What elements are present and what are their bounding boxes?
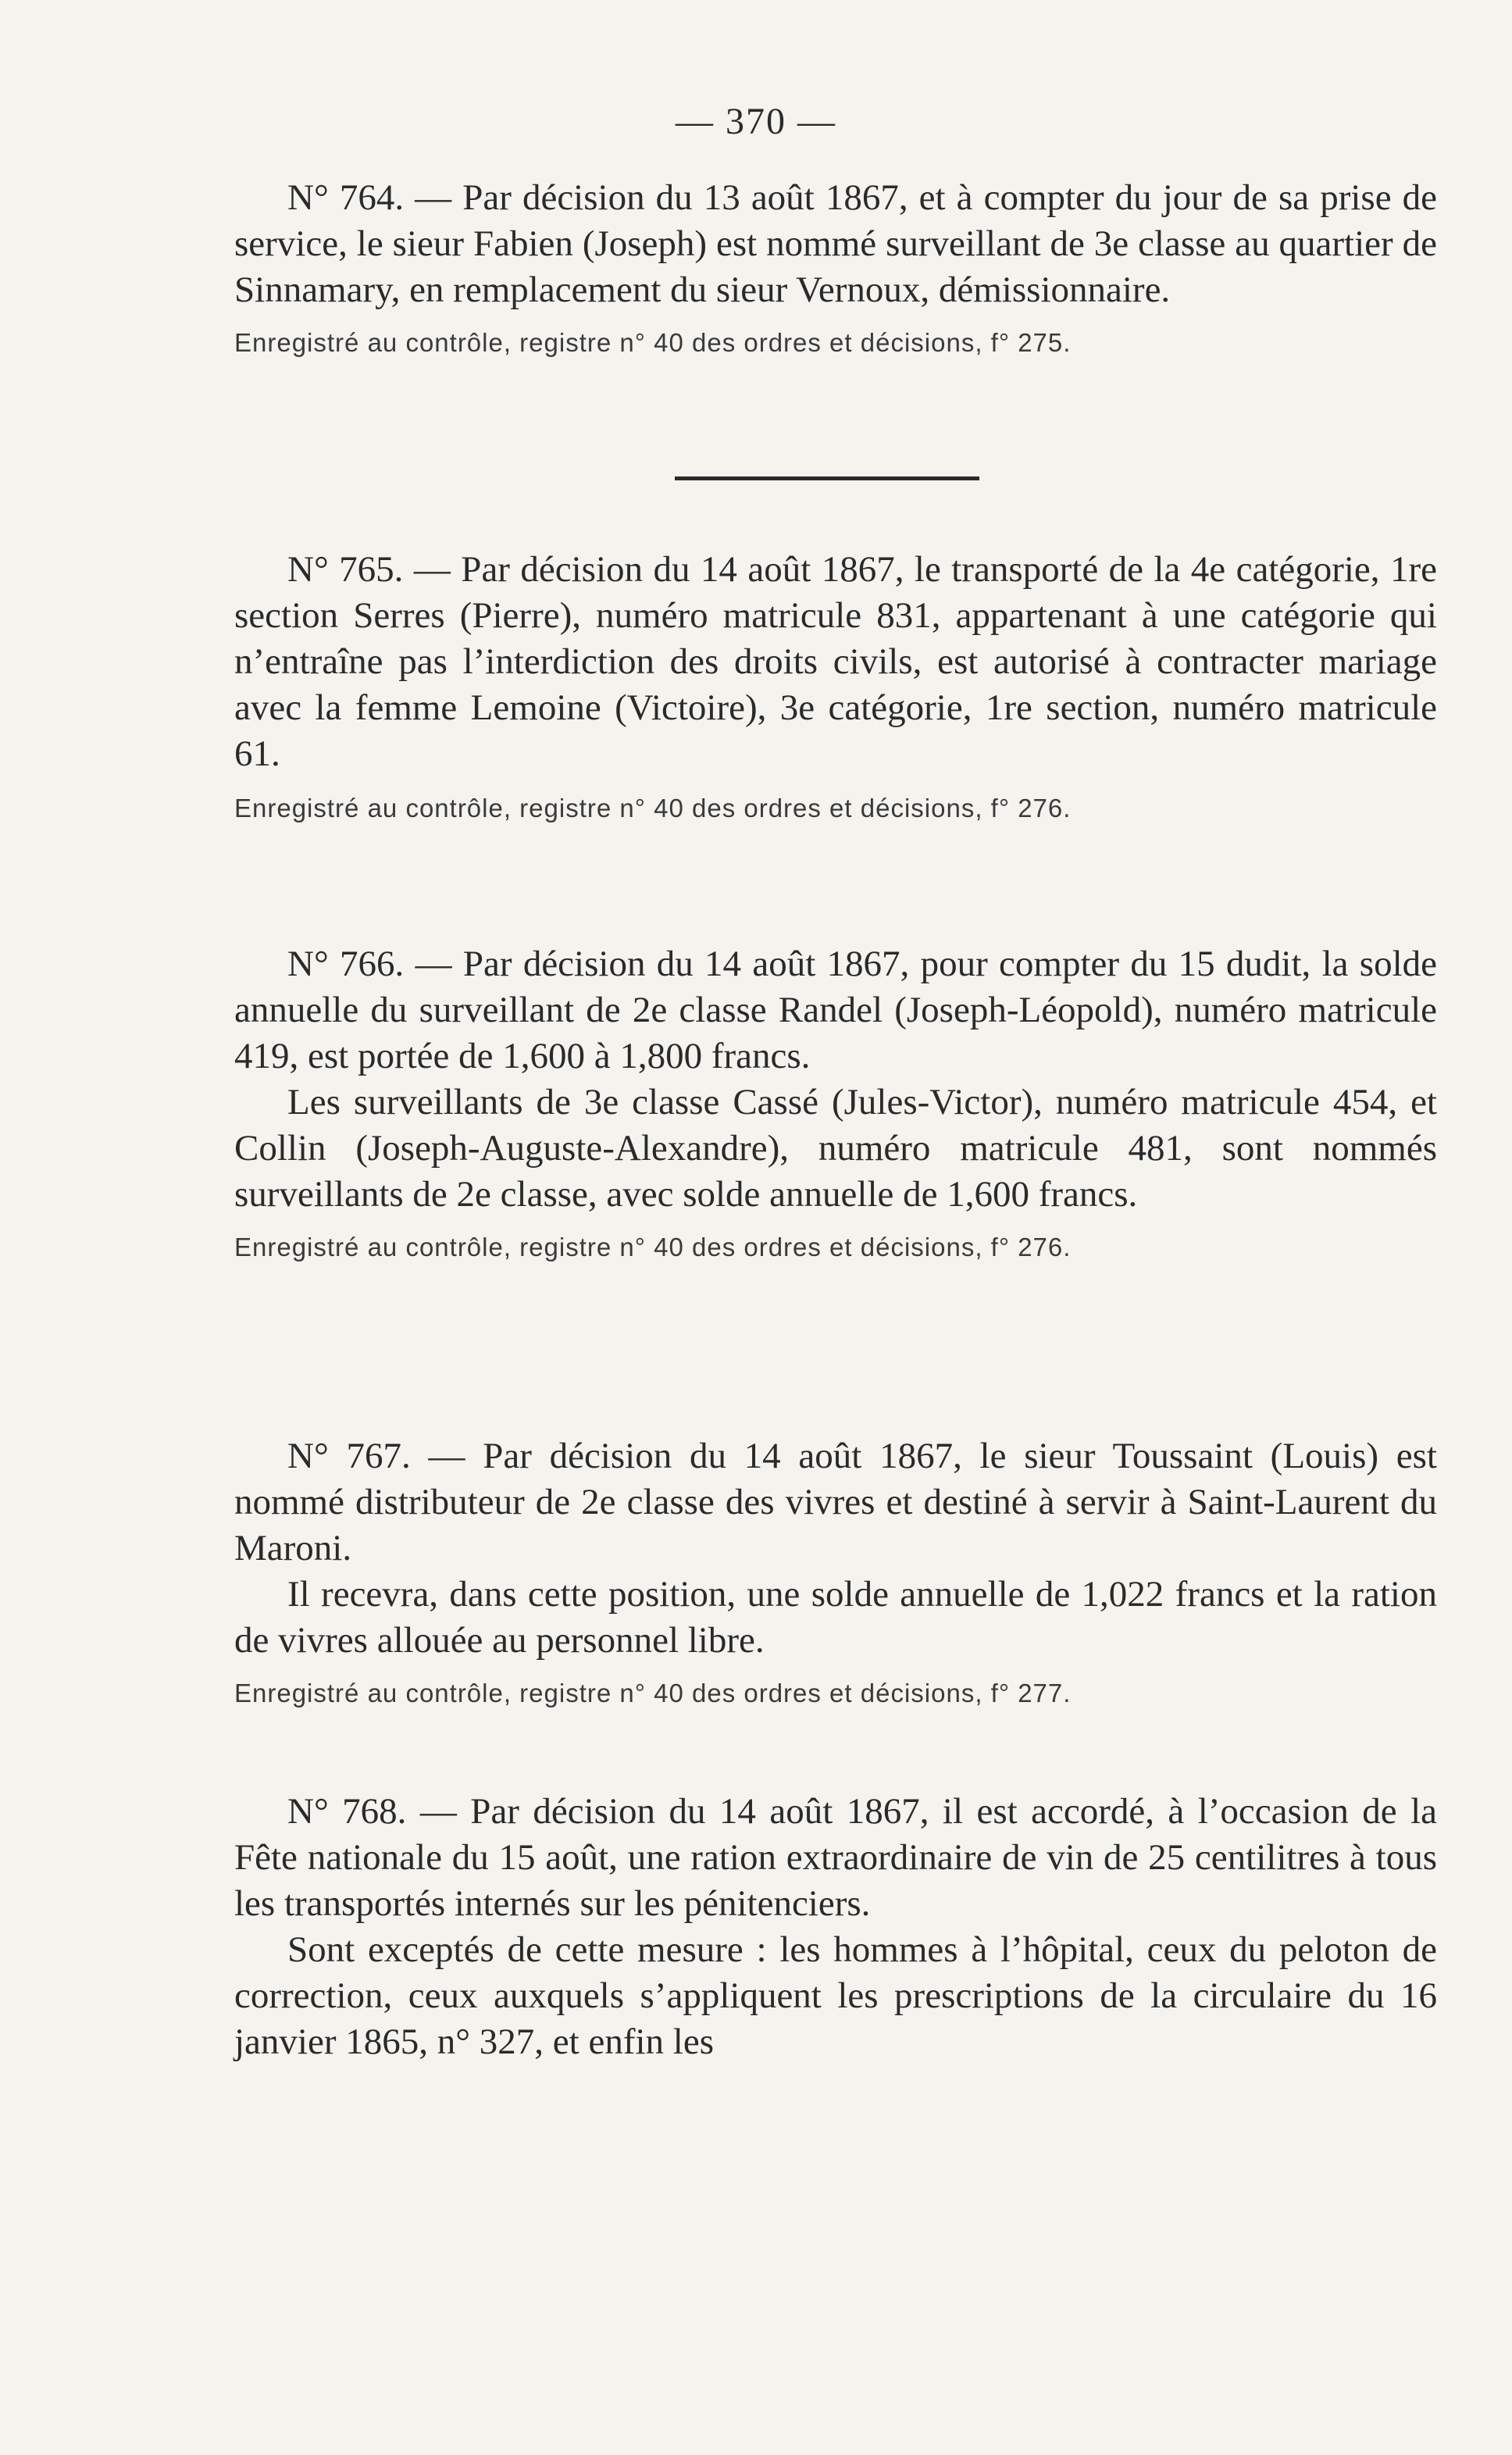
entry-paragraph: Il recevra, dans cette position, une solde annuelle de 1,022 francs et la ration de vivres allouée au personnel libre. <box>234 1574 1437 1661</box>
page-number: — 370 — <box>676 101 836 142</box>
entry-paragraph: Les surveillants de 3e classe Cassé (Jules-Victor), numéro matricule 454, et Collin (Joseph-Auguste-Alexandre), numéro matricule 481, sont nommés surveillants de 2e classe, avec solde annuelle de 1,600 francs. <box>234 1082 1437 1215</box>
registration-note: Enregistré au contrôle, registre n° 40 des ordres et décisions, f° 277. <box>234 1679 1072 1707</box>
entry-764 <box>234 175 1437 360</box>
entry-paragraph: N° 766. — Par décision du 14 août 1867, pour compter du 15 dudit, la solde annuelle du surveillant de 2e classe Randel (Joseph-Léopold), numéro matricule 419, est portée de 1,600 à 1,800 francs. <box>234 944 1437 1076</box>
registration-note: Enregistré au contrôle, registre n° 40 des ordres et décisions, f° 276. <box>234 794 1072 822</box>
entry-767 <box>234 1433 1437 1711</box>
entry-765 <box>234 547 1437 826</box>
entry-paragraph: N° 765. — Par décision du 14 août 1867, le transporté de la 4e catégorie, 1re section Serres (Pierre), numéro matricule 831, appartenant à une catégorie qui n’entraîne pas l’interdiction des droits civils, est autorisé à contracter mariage avec la femme Lemoine (Victoire), 3e catégorie, 1re section, numéro matricule 61. <box>234 549 1437 774</box>
registration-note: Enregistré au contrôle, registre n° 40 des ordres et décisions, f° 275. <box>234 328 1072 357</box>
section-divider <box>675 476 979 480</box>
entry-768 <box>234 1789 1437 2065</box>
entry-paragraph: N° 767. — Par décision du 14 août 1867, le sieur Toussaint (Louis) est nommé distributeur de 2e classe des vivres et destiné à servir à Saint-Laurent du Maroni. <box>234 1436 1437 1568</box>
entry-paragraph: N° 764. — Par décision du 13 août 1867, et à compter du jour de sa prise de service, le sieur Fabien (Joseph) est nommé surveillant de 3e classe au quartier de Sinnamary, en remplacement du sieur Vernoux, démissionnaire. <box>234 177 1437 310</box>
registration-note: Enregistré au contrôle, registre n° 40 des ordres et décisions, f° 276. <box>234 1233 1072 1261</box>
entry-766 <box>234 941 1437 1265</box>
entry-paragraph: N° 768. — Par décision du 14 août 1867, il est accordé, à l’occasion de la Fête nationale du 15 août, une ration extraordinaire de vin de 25 centilitres à tous les transportés internés sur les pénitenciers. <box>234 1791 1437 1924</box>
entry-paragraph: Sont exceptés de cette mesure : les hommes à l’hôpital, ceux du peloton de correction, ceux auxquels s’appliquent les prescriptions de la circulaire du 16 janvier 1865, n° 327, et enfin les <box>234 1929 1437 2062</box>
